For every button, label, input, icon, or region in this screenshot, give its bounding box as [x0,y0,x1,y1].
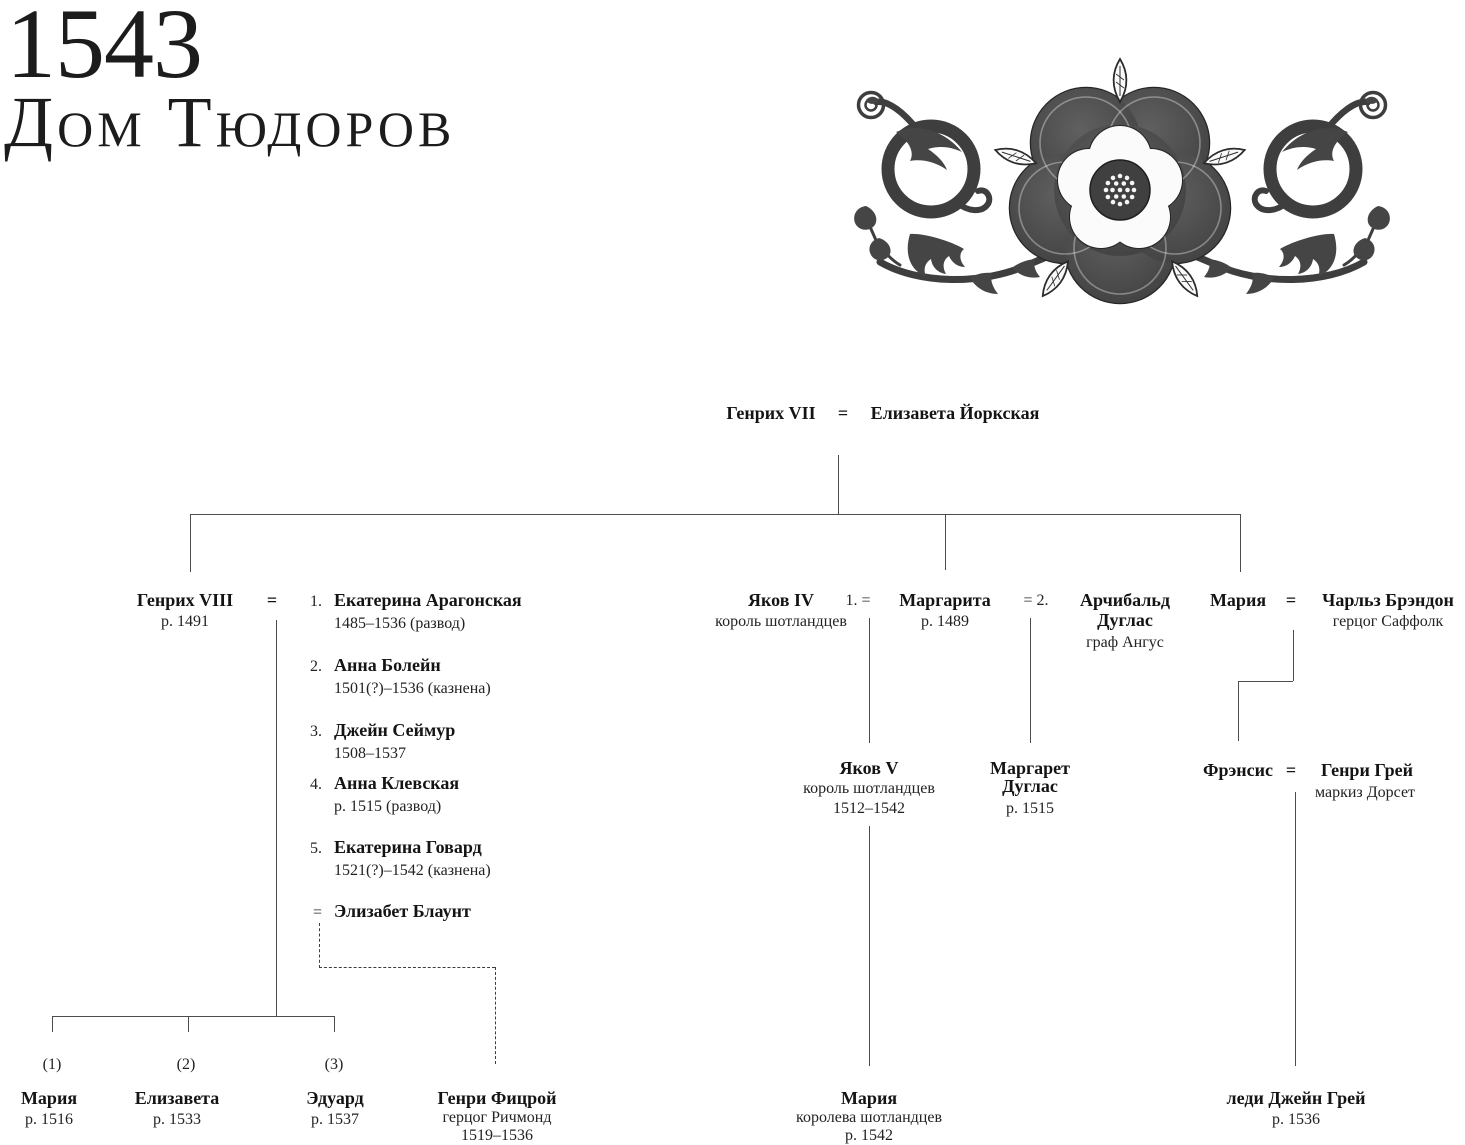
fitzroy-title: герцог Ричмонд [442,1109,552,1126]
wife3-dates: 1508–1537 [334,745,406,762]
line-henry8-children-bar [52,1016,334,1017]
elizabeth-york-name: Елизавета Йоркская [870,403,1040,423]
line-tick-child1 [52,1016,53,1032]
mary-tudor-eq: = [1285,590,1297,610]
line-douglas-descent [1030,618,1031,743]
charles-brandon-name: Чарльз Брэндон [1322,590,1454,610]
margaret-tudor-name: Маргарита [899,590,991,610]
wife4-dates: р. 1515 (развод) [334,798,442,815]
wife3-number: 3. [310,723,322,740]
archibald-title: граф Ангус [1086,634,1164,651]
margaret-douglas-name-line1: Маргарет [989,758,1071,778]
mary1-name: Мария [20,1088,78,1108]
wife3-name: Джейн Сеймур [334,720,456,740]
elizabeth1-birth: р. 1533 [153,1111,201,1128]
wife5-name: Екатерина Говард [334,837,482,857]
henry7-marriage-eq: = [837,403,849,423]
margaret-tudor-birth: р. 1489 [921,613,969,630]
wife4-name: Анна Клевская [334,773,460,793]
jane-grey-name: леди Джейн Грей [1226,1088,1366,1108]
line-brandon-descent-upper [1293,630,1294,681]
child1-order: (1) [42,1056,62,1073]
henry8-birth: р. 1491 [161,613,209,630]
marriage1-eq: 1. = [845,592,871,609]
page-title: Дом Тюдоров [4,82,456,162]
wife2-dates: 1501(?)–1536 (казнена) [334,680,491,697]
margaret-douglas-birth: р. 1515 [1006,800,1054,817]
line-to-mary-tudor [1240,514,1241,572]
line-generation2-bar [190,514,1240,515]
charles-brandon-title: герцог Саффолк [1332,613,1444,630]
line-brandon-descent-jog [1238,681,1293,682]
henry-grey-title: маркиз Дорсет [1314,784,1416,801]
line-to-henry8 [190,514,191,572]
marriage2-eq: = 2. [1023,592,1049,609]
wife2-name: Анна Болейн [334,655,441,675]
frances-name: Фрэнсис [1203,760,1273,780]
frances-eq: = [1285,760,1297,780]
james4-title: король шотландцев [715,613,847,630]
dashed-line-blount-jog [319,967,495,968]
james4-name: Яков IV [748,590,814,610]
line-grey-descent [1295,792,1296,1066]
line-james5-descent [869,826,870,1066]
edward-name: Эдуард [306,1088,364,1108]
wife1-dates: 1485–1536 (развод) [334,615,466,632]
elizabeth1-name: Елизавета [134,1088,220,1108]
blount-eq: = [312,904,322,921]
wife1-name: Екатерина Арагонская [334,590,522,610]
mary1-birth: р. 1516 [25,1111,73,1128]
dashed-line-blount-descent [319,923,320,968]
mary-tudor-name: Мария [1209,590,1267,610]
archibald-name-line1: Арчибальд [1080,590,1170,610]
line-henry7-descent [838,455,839,514]
henry8-marriage-eq: = [266,590,278,610]
james5-dates: 1512–1542 [833,800,905,817]
dashed-line-fitzroy-descent [495,967,496,1064]
wife5-dates: 1521(?)–1542 (казнена) [334,862,491,879]
mary-stuart-birth: р. 1542 [845,1127,893,1144]
wife1-number: 1. [310,593,322,610]
mary-stuart-title: королева шотландцев [796,1109,942,1126]
edward-birth: р. 1537 [311,1111,359,1128]
wife4-number: 4. [310,776,322,793]
james5-title: король шотландцев [803,780,935,797]
henry8-name: Генрих VIII [136,590,234,610]
line-tick-child2 [188,1016,189,1032]
blount-name: Элизабет Блаунт [334,901,471,921]
line-tick-child3 [334,1016,335,1032]
henry-grey-name: Генри Грей [1320,760,1414,780]
child2-order: (2) [176,1056,196,1073]
fitzroy-dates: 1519–1536 [461,1127,533,1144]
line-james4-descent [869,618,870,743]
mary-stuart-name: Мария [840,1088,898,1108]
margaret-douglas-name-line2: Дуглас [1002,776,1058,796]
tudor-rose-ornament [852,56,1392,311]
james5-name: Яков V [839,758,899,778]
fitzroy-name: Генри Фицрой [437,1088,557,1108]
line-henry8-descent [276,620,277,1016]
line-brandon-descent-lower [1238,681,1239,741]
jane-grey-birth: р. 1536 [1272,1111,1320,1128]
wife2-number: 2. [310,658,322,675]
henry7-name: Генрих VII [726,403,816,423]
child3-order: (3) [324,1056,344,1073]
wife5-number: 5. [310,840,322,857]
line-to-margaret-tudor [945,514,946,570]
page-year: 1543 [6,0,202,99]
archibald-name-line2: Дуглас [1097,610,1153,630]
